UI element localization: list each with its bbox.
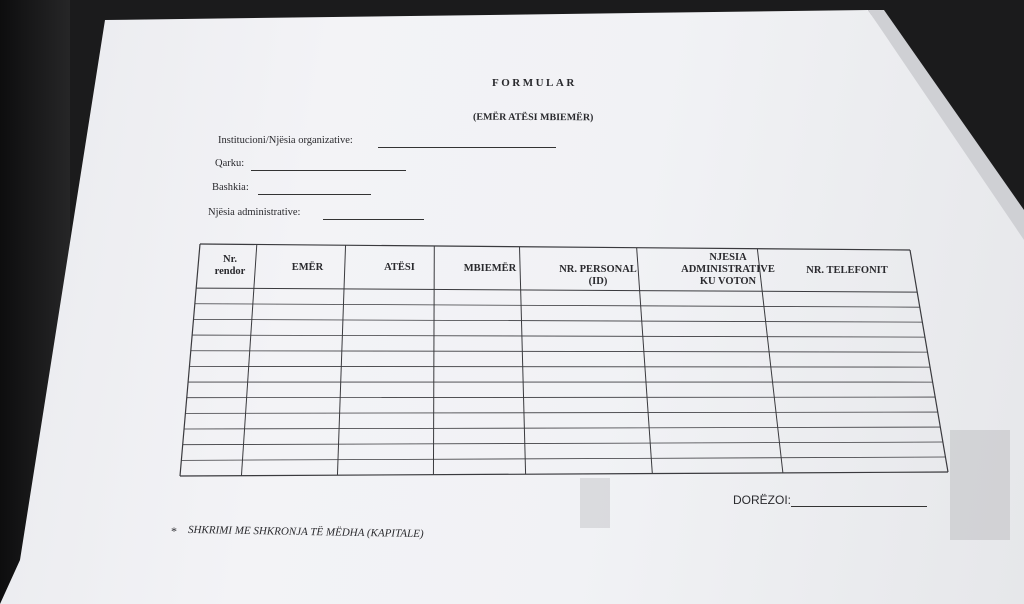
capital-letters-note: SHKRIMI ME SHKRONJA TË MËDHA (KAPITALE)	[187, 523, 424, 541]
header-emer	[265, 262, 350, 274]
table-column-divider	[520, 247, 526, 475]
table-header-divider	[196, 288, 917, 292]
header-nr-telefonit	[792, 265, 902, 277]
header-line: ADMINISTRATIVE	[681, 264, 775, 275]
table-row-divider	[181, 457, 945, 460]
table-row-divider	[183, 442, 943, 445]
header-line: rendor	[214, 266, 246, 277]
table-column-divider	[241, 244, 256, 475]
dorezoi-label: DORËZOI:	[733, 493, 792, 507]
header-line: NJESIA	[709, 252, 747, 263]
field-institution-label: Institucioni/Njësia organizative:	[218, 135, 353, 146]
form-subtitle: (EMËR ATËSI MBIEMËR)	[472, 111, 594, 124]
header-line: ATËSI	[384, 262, 415, 273]
table-row-divider	[185, 412, 937, 413]
table-row-divider	[187, 397, 935, 398]
table-row-divider	[195, 304, 920, 307]
note-bullet: *	[171, 524, 177, 538]
header-nr-personal	[538, 264, 658, 288]
table-row-divider	[189, 366, 930, 367]
header-nr-rendor	[205, 254, 255, 278]
header-mbiemer	[446, 263, 534, 275]
field-bashkia-label: Bashkia:	[212, 182, 249, 193]
table-row-divider	[194, 319, 923, 322]
header-line: (ID)	[588, 276, 608, 287]
header-line: Nr.	[223, 254, 237, 265]
field-njesia-label: Njësia administrative:	[208, 207, 301, 218]
table-column-divider	[337, 245, 345, 475]
table-column-divider	[910, 250, 948, 472]
header-line: MBIEMËR	[463, 263, 517, 274]
table-border-bottom	[180, 472, 948, 476]
table-row-divider	[191, 351, 928, 352]
dorezoi-signature	[733, 493, 927, 507]
table-border-top	[200, 244, 910, 250]
header-njesia-administrative	[658, 252, 798, 288]
header-line: EMËR	[291, 262, 324, 273]
header-line: NR. PERSONAL	[559, 264, 637, 275]
form-title: FORMULAR	[492, 77, 577, 89]
header-line: KU VOTON	[699, 276, 757, 287]
dorezoi-blank[interactable]	[791, 495, 927, 507]
field-qarku-label: Qarku:	[215, 158, 245, 169]
header-line: NR. TELEFONIT	[806, 265, 888, 276]
header-atesi	[357, 262, 442, 274]
table-row-divider	[192, 335, 925, 337]
table-column-divider	[433, 246, 434, 475]
table-row-divider	[184, 427, 940, 429]
table-column-divider	[180, 244, 200, 476]
